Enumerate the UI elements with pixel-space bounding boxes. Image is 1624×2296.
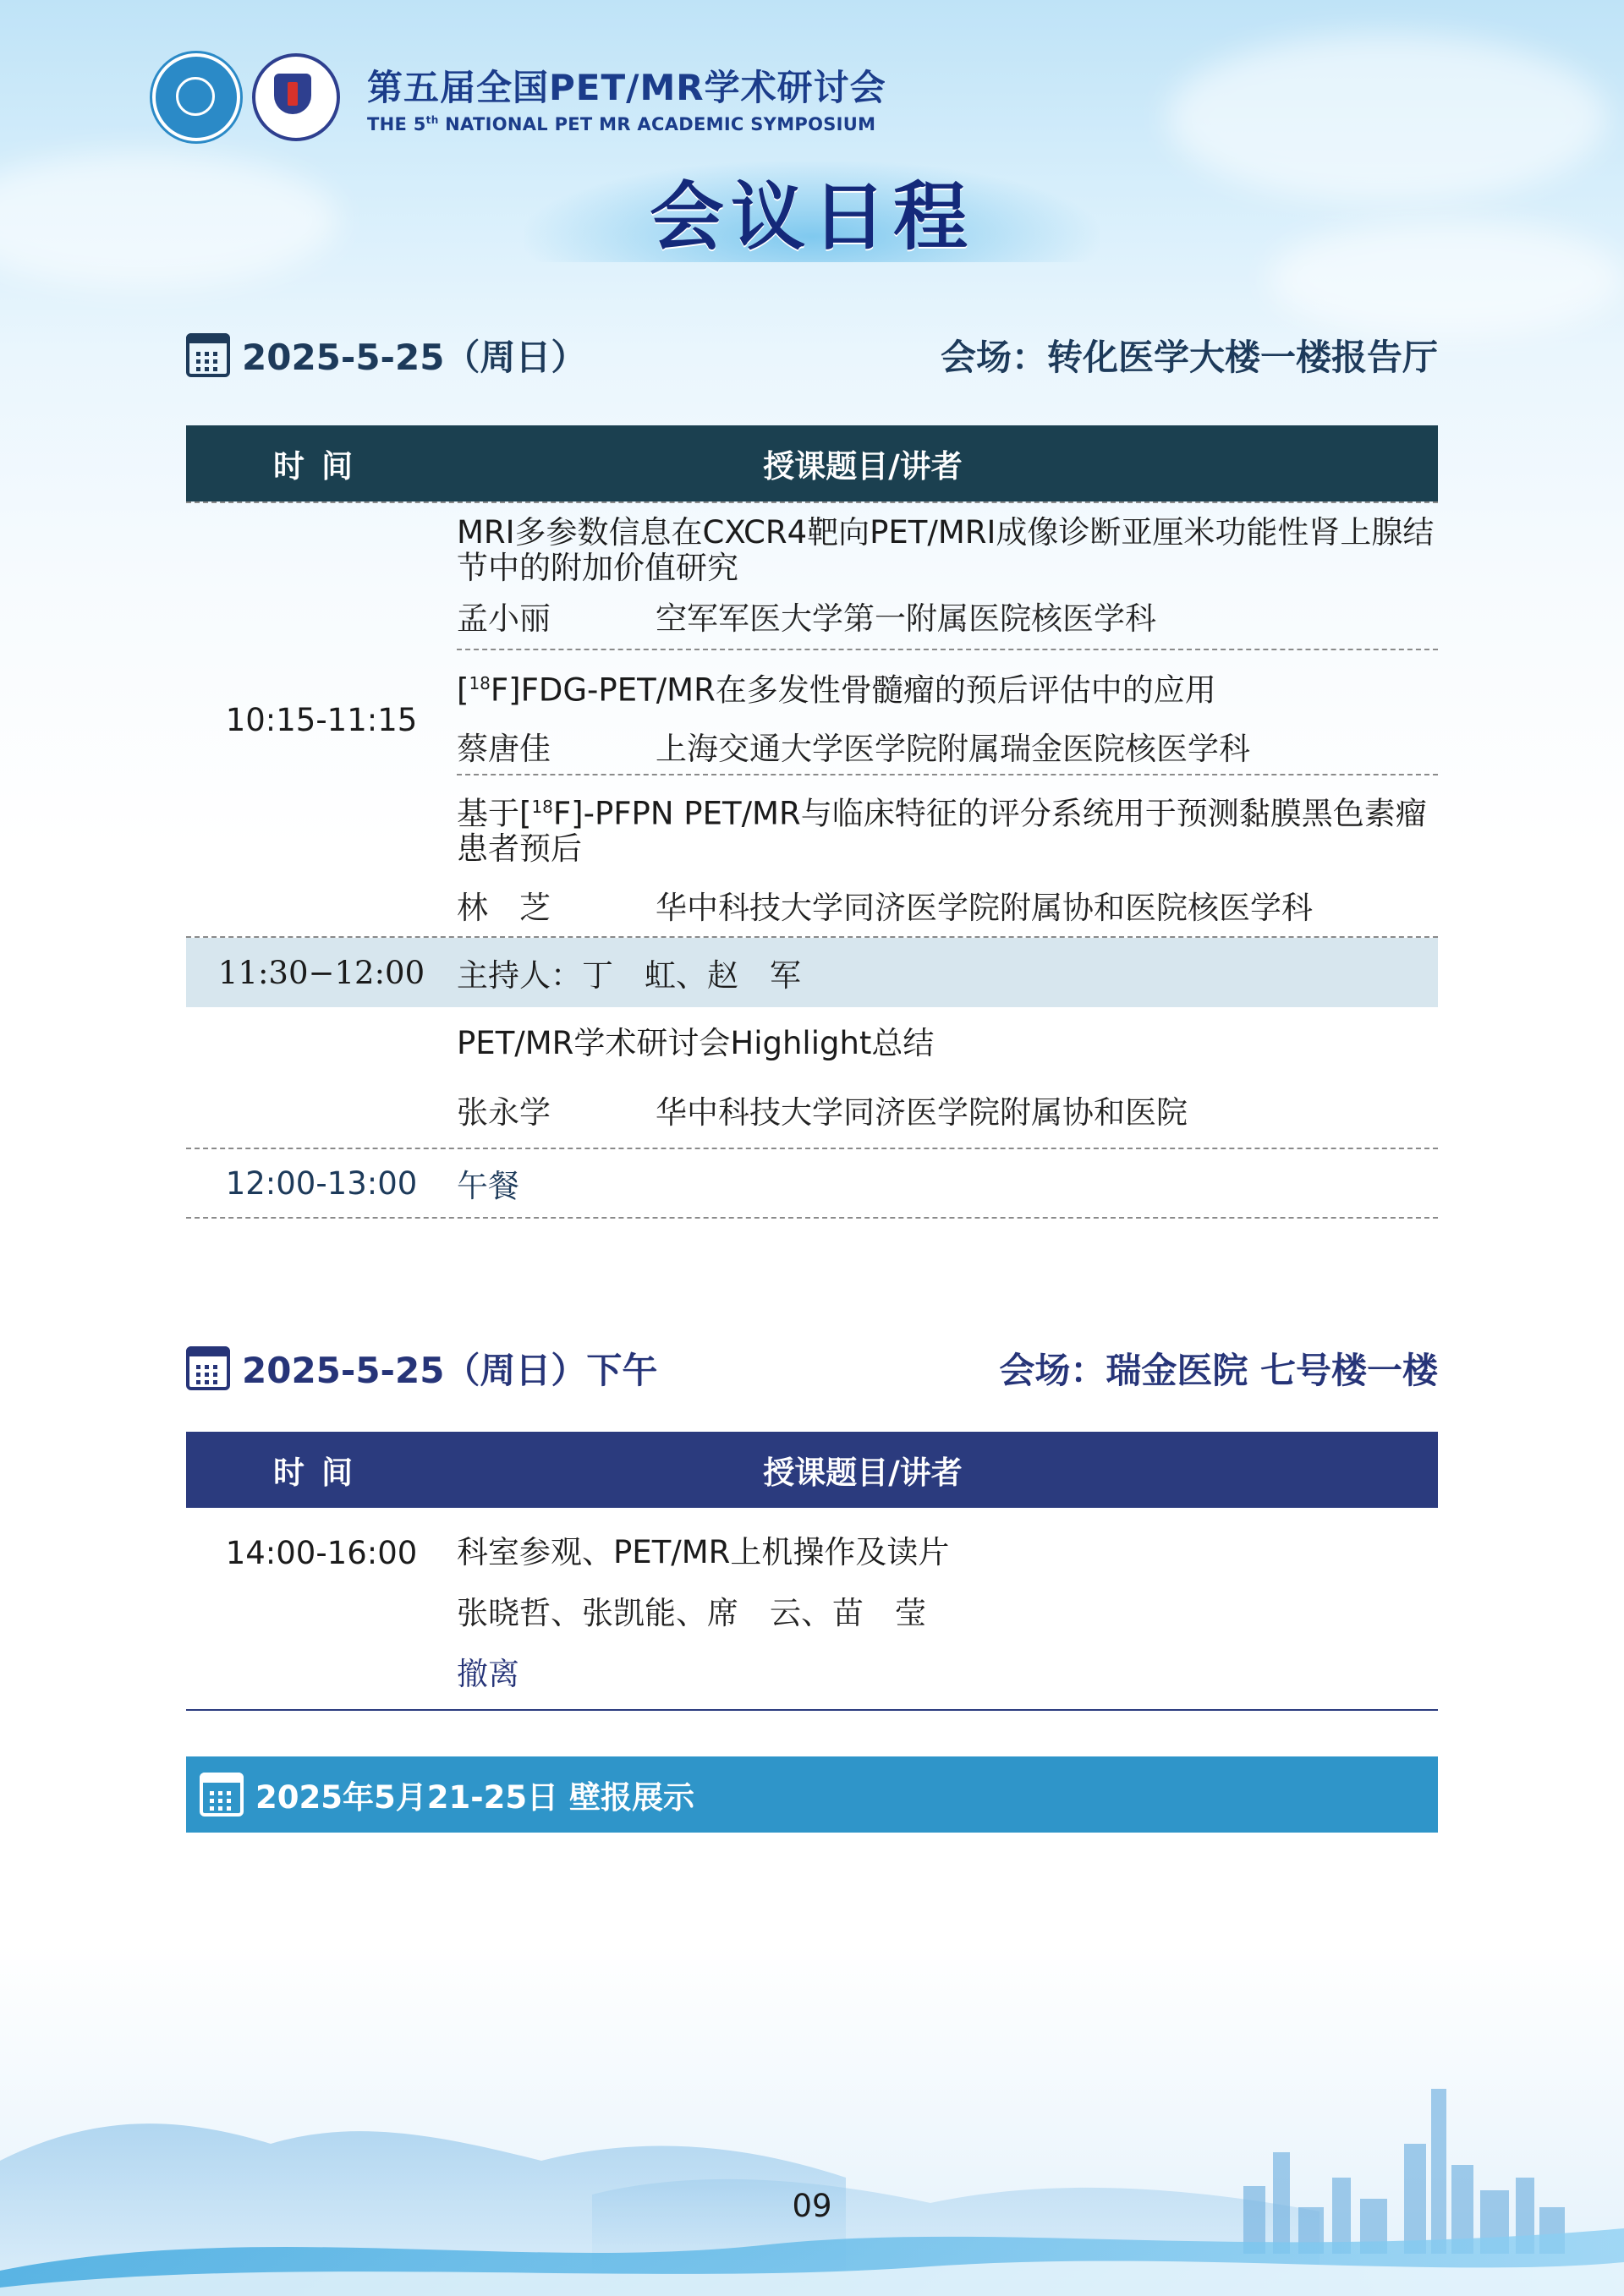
talk-speaker	[457, 732, 1438, 767]
activity-staff: 张晓哲、张凯能、席 云、苗 莹	[457, 1595, 926, 1631]
cloud-decoration	[1167, 34, 1607, 203]
talk-title: 基于[$^{18}$F]-PFPN PET/MR与临床特征的评分系统用于预测黏膜黑色素瘤患者预后	[457, 795, 1427, 868]
speaker-affiliation: 空军军医大学第一附属医院核医学科	[656, 600, 1156, 637]
talk-item	[457, 1007, 1438, 1148]
university-logo-icon	[152, 53, 240, 141]
column-header-time: 时间	[273, 448, 370, 485]
column-header-topic: 授课题目/讲者	[763, 448, 963, 485]
section-2-header	[186, 1339, 1438, 1398]
speaker-name: 蔡唐佳	[457, 731, 551, 768]
symposium-brand	[367, 60, 886, 134]
calendar-icon	[186, 333, 230, 377]
page-title: 会议日程	[649, 173, 974, 260]
speaker-affiliation: 上海交通大学医学院附属瑞金医院核医学科	[656, 731, 1250, 768]
symposium-header	[152, 51, 886, 144]
speaker-name: 林 芝	[457, 890, 551, 927]
leave-label: 撤离	[457, 1656, 519, 1692]
table-row	[186, 1007, 1438, 1149]
talk-title: [$^{18}$F]FDG-PET/MR在多发性骨髓瘤的预后评估中的应用	[457, 671, 1216, 709]
cloud-decoration	[0, 152, 338, 288]
symposium-title-cn: 第五届全国PET/MR学术研讨会	[367, 67, 886, 108]
poster-exhibition-bar	[186, 1756, 1438, 1833]
poster-exhibition-text: 2025年5月21-25日 壁报展示	[255, 1779, 694, 1816]
talk-item	[457, 650, 1438, 775]
section-1-date	[186, 330, 586, 381]
host-names: 主持人：丁 虹、赵 军	[457, 957, 801, 994]
time-cell: 10:15-11:15	[225, 701, 418, 738]
lunch-row	[186, 1149, 1438, 1219]
column-header-topic: 授课题目/讲者	[763, 1455, 963, 1491]
section-2-venue: 会场：瑞金医院 七号楼一楼	[999, 1350, 1438, 1391]
calendar-icon	[186, 1346, 230, 1390]
time-cell: 14:00-16:00	[225, 1535, 418, 1571]
time-cell: 11:30−12:00	[217, 954, 425, 991]
talk-item	[457, 503, 1438, 650]
talk-speaker	[457, 1095, 1438, 1131]
talk-title: PET/MR学术研讨会Highlight总结	[457, 1025, 935, 1061]
host-row	[186, 938, 1438, 1007]
schedule-table-1	[186, 425, 1438, 1219]
talk-speaker	[457, 890, 1438, 926]
talk-speaker	[457, 601, 1438, 637]
section-1-header	[186, 326, 1438, 385]
speaker-name: 张永学	[457, 1094, 551, 1131]
section-1-date-text: 2025-5-25（周日）	[242, 337, 587, 378]
table-2-header	[186, 1432, 1438, 1508]
speaker-affiliation: 华中科技大学同济医学院附属协和医院	[656, 1094, 1188, 1131]
symposium-title-en: THE 5th NATIONAL PET MR ACADEMIC SYMPOSIUM	[367, 114, 876, 134]
speaker-affiliation: 华中科技大学同济医学院附属协和医院核医学科	[656, 890, 1313, 927]
page-number: 09	[792, 2188, 832, 2224]
table-1-header	[186, 425, 1438, 501]
page-title-banner	[524, 161, 1100, 262]
talk-title: MRI多参数信息在CXCR4靶向PET/MRI成像诊断亚厘米功能性肾上腺结节中的附加价值研究	[457, 514, 1435, 586]
section-1-venue: 会场：转化医学大楼一楼报告厅	[940, 337, 1438, 378]
column-header-time: 时间	[273, 1455, 370, 1491]
table-row	[186, 1508, 1438, 1711]
hospital-logo-icon	[252, 53, 340, 141]
table-row	[186, 501, 1438, 938]
time-cell: 12:00-13:00	[225, 1164, 418, 1202]
section-2-date	[186, 1343, 657, 1394]
schedule-table-2	[186, 1432, 1438, 1711]
talk-item	[457, 775, 1438, 936]
lunch-label: 午餐	[457, 1168, 519, 1204]
activity-title: 科室参观、PET/MR上机操作及读片	[457, 1534, 950, 1570]
calendar-icon	[200, 1773, 244, 1817]
activity-item	[457, 1508, 1438, 1709]
time-cell-empty	[186, 1007, 457, 1148]
speaker-name: 孟小丽	[457, 600, 551, 637]
talk-list	[457, 503, 1438, 936]
section-2-date-text: 2025-5-25（周日）下午	[242, 1350, 658, 1391]
mountain-skyline-decoration	[0, 2017, 1624, 2296]
cloud-decoration	[1269, 220, 1624, 338]
